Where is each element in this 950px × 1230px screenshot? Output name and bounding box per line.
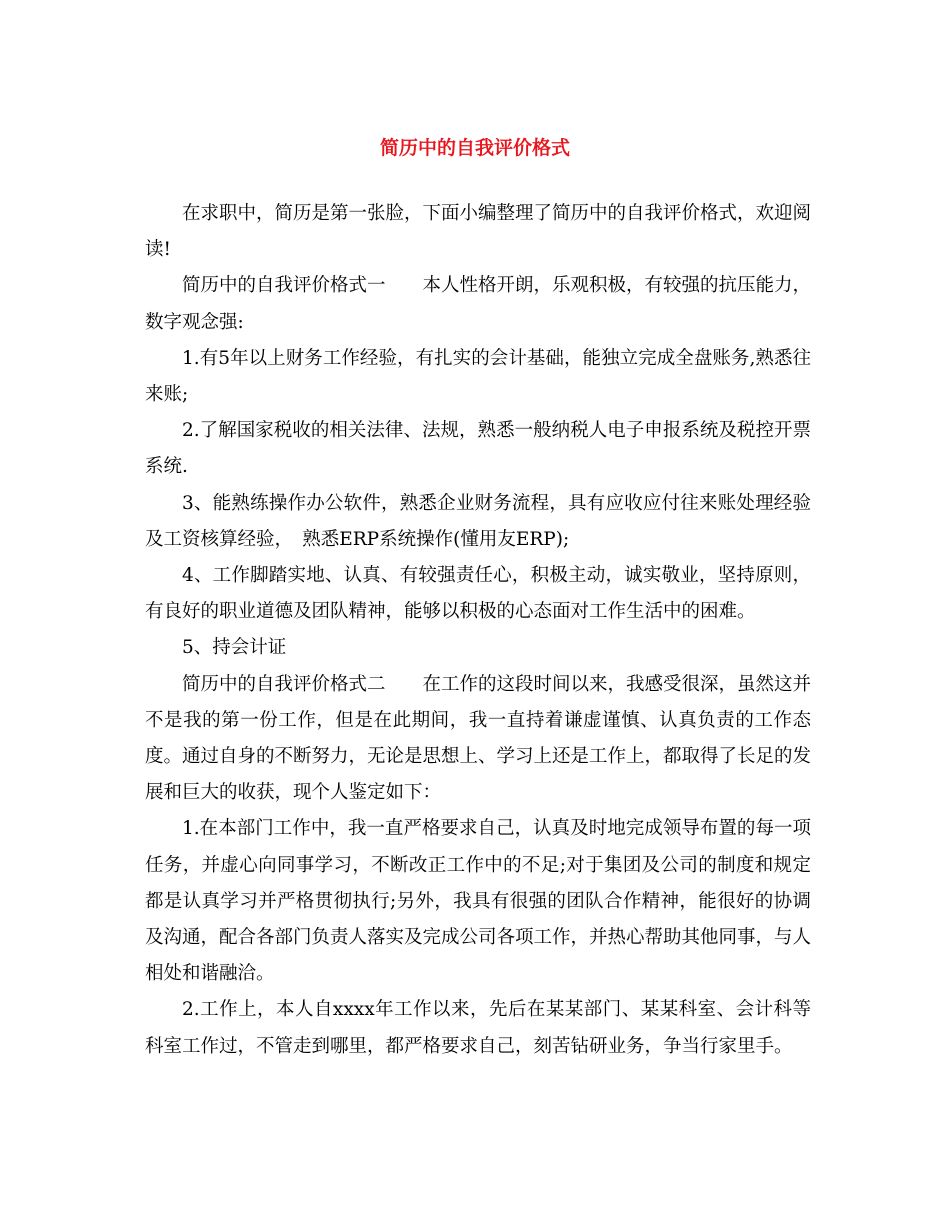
format-one-item-4: 4、工作脚踏实地、认真、有较强责任心，积极主动，诚实敬业，坚持原则，有良好的职业道德及团队精神，能够以积极的心态面对工作生活中的困难。 [145, 565, 811, 623]
format-one-item-5: 5、持会计证 [182, 637, 287, 659]
document-body [145, 196, 811, 1065]
intro-paragraph: 在求职中，简历是第一张脸，下面小编整理了简历中的自我评价格式，欢迎阅读! [145, 203, 812, 261]
format-two-item-1: 1.在本部门工作中，我一直严格要求自己，认真及时地完成领导布置的每一项任务，并虚心向同事学习，不断改正工作中的不足;对于集团及公司的制度和规定都是认真学习并严格贯彻执行;另外，我具有很强的团队合作精神，能很好的协调及沟通，配合各部门负责人落实及完成公司各项工作，并热心帮助其他同事，与人相处和谐融洽。 [145, 818, 812, 985]
document-title: 简历中的自我评价格式 [379, 137, 570, 159]
format-two-item-2: 2.工作上，本人自xxxx年工作以来，先后在某某部门、某某科室、会计科等科室工作过，不管走到哪里，都严格要求自己，刻苦钻研业务，争当行家里手。 [145, 999, 811, 1057]
format-one-item-3: 3、能熟练操作办公软件，熟悉企业财务流程，具有应收应付往来账处理经验及工资核算经验， 熟悉ERP系统操作(懂用友ERP); [145, 492, 811, 550]
format-one-item-2: 2.了解国家税收的相关法律、法规，熟悉一般纳税人电子申报系统及税控开票系统. [145, 420, 811, 478]
format-one-paragraph: 简历中的自我评价格式一 本人性格开朗，乐观积极，有较强的抗压能力，数字观念强: [145, 275, 812, 333]
format-two-paragraph: 简历中的自我评价格式二 在工作的这段时间以来，我感受很深，虽然这并不是我的第一份工作，但是在此期间，我一直持着谦虚谨慎、认真负责的工作态度。通过自身的不断努力，无论是思想上、学习上还是工作上，都取得了长足的发展和巨大的收获，现个人鉴定如下： [145, 673, 812, 804]
format-one-item-1: 1.有5年以上财务工作经验，有扎实的会计基础，能独立完成全盘账务,熟悉往来账; [145, 347, 811, 406]
